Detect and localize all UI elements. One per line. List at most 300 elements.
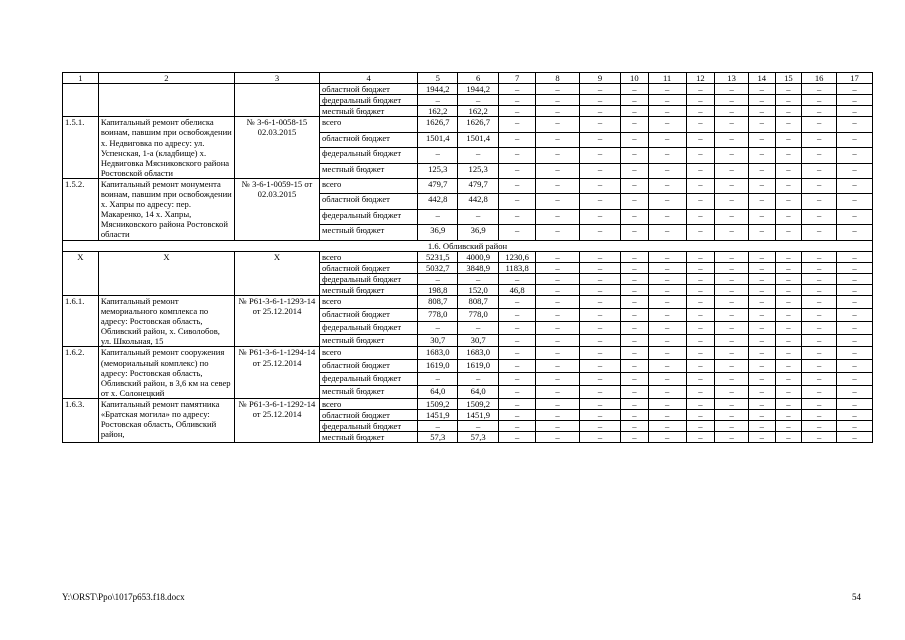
value-cell: – <box>837 386 873 399</box>
value-cell: – <box>748 106 775 117</box>
value-cell: – <box>802 410 837 421</box>
value-cell: – <box>499 334 536 347</box>
value-cell: – <box>536 386 580 399</box>
value-cell: – <box>837 84 873 95</box>
value-cell: – <box>748 321 775 334</box>
value-cell: – <box>715 295 749 308</box>
value-cell: – <box>775 373 802 386</box>
value-cell: – <box>499 360 536 373</box>
value-cell: – <box>536 347 580 360</box>
value-cell: – <box>686 209 715 224</box>
fund-source-cell: местный бюджет <box>320 163 418 178</box>
value-cell: – <box>686 117 715 132</box>
value-cell: – <box>648 432 686 443</box>
empty-cell <box>235 84 320 117</box>
value-cell: – <box>499 163 536 178</box>
value-cell: – <box>580 334 621 347</box>
value-cell: – <box>686 95 715 106</box>
fund-source-cell: всего <box>320 347 418 360</box>
value-cell: – <box>580 178 621 193</box>
value-cell: 125,3 <box>418 163 458 178</box>
value-cell: 30,7 <box>418 334 458 347</box>
value-cell: – <box>648 132 686 147</box>
value-cell: – <box>837 106 873 117</box>
value-cell: – <box>648 225 686 240</box>
value-cell: 152,0 <box>458 284 499 295</box>
value-cell: – <box>775 209 802 224</box>
value-cell: – <box>536 84 580 95</box>
value-cell: – <box>621 308 649 321</box>
value-cell: – <box>580 295 621 308</box>
value-cell: – <box>621 410 649 421</box>
value-cell: – <box>648 386 686 399</box>
value-cell: – <box>621 148 649 163</box>
value-cell: – <box>536 225 580 240</box>
value-cell: – <box>621 295 649 308</box>
value-cell: – <box>686 334 715 347</box>
value-cell: – <box>748 360 775 373</box>
value-cell: – <box>715 373 749 386</box>
value-cell: 1501,4 <box>418 132 458 147</box>
value-cell: – <box>715 262 749 273</box>
value-cell: 36,9 <box>458 225 499 240</box>
value-cell: – <box>648 284 686 295</box>
value-cell: 1683,0 <box>458 347 499 360</box>
value-cell: – <box>837 178 873 193</box>
value-cell: – <box>580 398 621 409</box>
table-row <box>63 117 873 132</box>
value-cell: – <box>648 321 686 334</box>
value-cell: – <box>748 334 775 347</box>
value-cell: – <box>775 421 802 432</box>
header-cell: 3 <box>235 73 320 84</box>
value-cell: – <box>715 334 749 347</box>
value-cell: – <box>648 84 686 95</box>
value-cell: 1509,2 <box>458 398 499 409</box>
value-cell: – <box>580 273 621 284</box>
value-cell: – <box>580 360 621 373</box>
value-cell: 1944,2 <box>458 84 499 95</box>
value-cell: – <box>802 360 837 373</box>
value-cell: – <box>686 178 715 193</box>
value-cell: – <box>775 84 802 95</box>
header-cell: 10 <box>621 73 649 84</box>
value-cell: – <box>837 334 873 347</box>
value-cell: 3848,9 <box>458 262 499 273</box>
value-cell: – <box>715 273 749 284</box>
value-cell: – <box>580 386 621 399</box>
value-cell: – <box>775 398 802 409</box>
value-cell: – <box>536 360 580 373</box>
value-cell: – <box>686 273 715 284</box>
value-cell: 5032,7 <box>418 262 458 273</box>
value-cell: – <box>775 360 802 373</box>
footer-page-number: 54 <box>852 592 861 602</box>
value-cell: – <box>499 308 536 321</box>
value-cell: – <box>775 334 802 347</box>
value-cell: – <box>648 95 686 106</box>
value-cell: – <box>748 373 775 386</box>
value-cell: – <box>686 373 715 386</box>
value-cell: – <box>802 373 837 386</box>
value-cell: – <box>686 163 715 178</box>
value-cell: 1619,0 <box>458 360 499 373</box>
value-cell: 1626,7 <box>458 117 499 132</box>
fund-source-cell: областной бюджет <box>320 308 418 321</box>
value-cell: – <box>621 321 649 334</box>
item-number-cell: 1.6.2. <box>63 347 99 398</box>
value-cell: – <box>802 178 837 193</box>
value-cell: – <box>686 410 715 421</box>
value-cell: 64,0 <box>458 386 499 399</box>
value-cell: – <box>715 432 749 443</box>
value-cell: – <box>499 273 536 284</box>
value-cell: – <box>686 106 715 117</box>
fund-source-cell: всего <box>320 117 418 132</box>
header-cell: 1 <box>63 73 99 84</box>
value-cell: – <box>621 273 649 284</box>
value-cell: – <box>715 398 749 409</box>
value-cell: 57,3 <box>458 432 499 443</box>
value-cell: 778,0 <box>458 308 499 321</box>
value-cell: – <box>802 132 837 147</box>
header-cell: 9 <box>580 73 621 84</box>
fund-source-cell: местный бюджет <box>320 225 418 240</box>
value-cell: – <box>802 295 837 308</box>
value-cell: – <box>715 386 749 399</box>
value-cell: – <box>580 209 621 224</box>
value-cell: – <box>748 194 775 209</box>
value-cell: – <box>621 373 649 386</box>
fund-source-cell: федеральный бюджет <box>320 421 418 432</box>
header-cell: 7 <box>499 73 536 84</box>
fund-source-cell: областной бюджет <box>320 194 418 209</box>
footer-file-path: Y:\ORST\Ppo\1017p653.f18.docx <box>62 592 185 602</box>
value-cell: – <box>686 360 715 373</box>
value-cell: – <box>686 225 715 240</box>
item-title-cell: Капитальный ремонт обелиска воинам, павшим при освобождении х. Недвиговка по адресу: ул. Успенская, 1-а (кладбище) х. Недвиговка Мясниковского района Ростовской области <box>98 117 234 179</box>
value-cell: – <box>686 432 715 443</box>
value-cell: – <box>715 163 749 178</box>
value-cell: – <box>748 432 775 443</box>
value-cell: – <box>748 95 775 106</box>
value-cell: – <box>686 284 715 295</box>
table-row <box>63 251 873 262</box>
value-cell: – <box>499 410 536 421</box>
table-row <box>63 178 873 193</box>
value-cell: – <box>499 421 536 432</box>
value-cell: – <box>837 295 873 308</box>
value-cell: – <box>499 84 536 95</box>
value-cell: – <box>536 321 580 334</box>
value-cell: – <box>499 432 536 443</box>
value-cell: – <box>802 347 837 360</box>
header-cell: 12 <box>686 73 715 84</box>
value-cell: – <box>775 225 802 240</box>
value-cell: – <box>621 284 649 295</box>
value-cell: – <box>536 117 580 132</box>
value-cell: 30,7 <box>458 334 499 347</box>
value-cell: – <box>775 386 802 399</box>
value-cell: – <box>802 163 837 178</box>
value-cell: – <box>802 273 837 284</box>
value-cell: – <box>499 295 536 308</box>
value-cell: – <box>775 148 802 163</box>
fund-source-cell: всего <box>320 295 418 308</box>
value-cell: – <box>802 386 837 399</box>
value-cell: – <box>802 106 837 117</box>
fund-source-cell: местный бюджет <box>320 106 418 117</box>
value-cell: 5231,5 <box>418 251 458 262</box>
value-cell: – <box>748 410 775 421</box>
value-cell: – <box>621 386 649 399</box>
fund-source-cell: областной бюджет <box>320 410 418 421</box>
item-number-cell: 1.6.1. <box>63 295 99 346</box>
value-cell: – <box>686 421 715 432</box>
item-title-cell: Капитальный ремонт сооружения (мемориальный комплекс) по адресу: Ростовская область, Обливский район, в 3,6 км на север от х. Солонецкий <box>98 347 234 398</box>
value-cell: – <box>748 163 775 178</box>
item-document-cell: № 3-6-1-0059-15 от 02.03.2015 <box>235 178 320 240</box>
value-cell: – <box>802 225 837 240</box>
value-cell: – <box>837 251 873 262</box>
fund-source-cell: местный бюджет <box>320 284 418 295</box>
value-cell: – <box>775 132 802 147</box>
value-cell: – <box>648 106 686 117</box>
value-cell: – <box>775 432 802 443</box>
value-cell: – <box>686 148 715 163</box>
header-cell: 17 <box>837 73 873 84</box>
value-cell: – <box>686 295 715 308</box>
value-cell: – <box>580 321 621 334</box>
value-cell: – <box>686 347 715 360</box>
header-cell: 6 <box>458 73 499 84</box>
value-cell: – <box>536 209 580 224</box>
value-cell: – <box>648 308 686 321</box>
value-cell: – <box>802 432 837 443</box>
value-cell: – <box>748 284 775 295</box>
value-cell: – <box>458 209 499 224</box>
value-cell: – <box>499 225 536 240</box>
section-title: 1.6. Обливский район <box>63 240 873 251</box>
empty-cell <box>98 84 234 117</box>
value-cell: – <box>837 432 873 443</box>
item-number-cell: 1.5.1. <box>63 117 99 179</box>
value-cell: – <box>837 209 873 224</box>
fund-source-cell: федеральный бюджет <box>320 209 418 224</box>
value-cell: – <box>837 132 873 147</box>
value-cell: – <box>802 421 837 432</box>
value-cell: – <box>648 347 686 360</box>
value-cell: – <box>837 360 873 373</box>
value-cell: – <box>837 308 873 321</box>
header-cell: 11 <box>648 73 686 84</box>
value-cell: – <box>580 84 621 95</box>
value-cell: 808,7 <box>418 295 458 308</box>
fund-source-cell: федеральный бюджет <box>320 373 418 386</box>
value-cell: – <box>715 251 749 262</box>
value-cell: – <box>715 178 749 193</box>
value-cell: 1451,9 <box>418 410 458 421</box>
value-cell: – <box>802 209 837 224</box>
value-cell: 46,8 <box>499 284 536 295</box>
value-cell: – <box>536 163 580 178</box>
value-cell: – <box>621 194 649 209</box>
header-cell: 5 <box>418 73 458 84</box>
value-cell: – <box>837 163 873 178</box>
value-cell: – <box>580 373 621 386</box>
value-cell: 36,9 <box>418 225 458 240</box>
value-cell: – <box>715 410 749 421</box>
value-cell: – <box>802 262 837 273</box>
value-cell: – <box>802 308 837 321</box>
value-cell: – <box>715 106 749 117</box>
fund-source-cell: местный бюджет <box>320 334 418 347</box>
value-cell: – <box>715 117 749 132</box>
value-cell: – <box>580 421 621 432</box>
fund-source-cell: областной бюджет <box>320 84 418 95</box>
value-cell: – <box>715 284 749 295</box>
value-cell: – <box>580 262 621 273</box>
value-cell: – <box>536 273 580 284</box>
value-cell: – <box>802 148 837 163</box>
value-cell: – <box>621 84 649 95</box>
item-number-cell: 1.5.2. <box>63 178 99 240</box>
value-cell: – <box>536 398 580 409</box>
value-cell: – <box>580 347 621 360</box>
fund-source-cell: федеральный бюджет <box>320 95 418 106</box>
value-cell: – <box>499 321 536 334</box>
value-cell: – <box>837 410 873 421</box>
value-cell: 1501,4 <box>458 132 499 147</box>
value-cell: – <box>715 84 749 95</box>
value-cell: – <box>580 132 621 147</box>
value-cell: – <box>648 273 686 284</box>
value-cell: – <box>748 225 775 240</box>
value-cell: – <box>536 262 580 273</box>
value-cell: 198,8 <box>418 284 458 295</box>
value-cell: – <box>648 251 686 262</box>
value-cell: – <box>536 178 580 193</box>
value-cell: – <box>775 251 802 262</box>
value-cell: – <box>621 432 649 443</box>
value-cell: – <box>536 132 580 147</box>
x-mark-cell: Х <box>98 251 234 295</box>
value-cell: – <box>686 262 715 273</box>
value-cell: – <box>837 347 873 360</box>
value-cell: – <box>837 262 873 273</box>
value-cell: 1451,9 <box>458 410 499 421</box>
value-cell: – <box>621 334 649 347</box>
value-cell: – <box>686 386 715 399</box>
value-cell: – <box>536 373 580 386</box>
value-cell: – <box>536 421 580 432</box>
value-cell: – <box>648 421 686 432</box>
value-cell: – <box>748 308 775 321</box>
value-cell: – <box>686 84 715 95</box>
item-document-cell: № 3-6-1-0058-15 02.03.2015 <box>235 117 320 179</box>
value-cell: – <box>458 148 499 163</box>
value-cell: 1619,0 <box>418 360 458 373</box>
value-cell: – <box>621 251 649 262</box>
table-row <box>63 84 873 95</box>
value-cell: – <box>748 421 775 432</box>
value-cell: – <box>458 373 499 386</box>
value-cell: – <box>802 398 837 409</box>
empty-cell <box>63 84 99 117</box>
value-cell: – <box>536 308 580 321</box>
value-cell: – <box>621 178 649 193</box>
value-cell: – <box>648 360 686 373</box>
header-cell: 8 <box>536 73 580 84</box>
value-cell: – <box>418 273 458 284</box>
value-cell: 125,3 <box>458 163 499 178</box>
fund-source-cell: всего <box>320 251 418 262</box>
value-cell: – <box>536 251 580 262</box>
value-cell: – <box>837 117 873 132</box>
table-row <box>63 398 873 409</box>
value-cell: – <box>837 95 873 106</box>
value-cell: – <box>775 347 802 360</box>
value-cell: – <box>748 209 775 224</box>
value-cell: 57,3 <box>418 432 458 443</box>
value-cell: – <box>499 373 536 386</box>
value-cell: 442,8 <box>418 194 458 209</box>
value-cell: – <box>775 106 802 117</box>
value-cell: – <box>748 132 775 147</box>
header-cell: 2 <box>98 73 234 84</box>
value-cell: – <box>458 95 499 106</box>
value-cell: – <box>686 132 715 147</box>
value-cell: – <box>580 410 621 421</box>
value-cell: – <box>499 347 536 360</box>
value-cell: – <box>536 432 580 443</box>
fund-source-cell: местный бюджет <box>320 432 418 443</box>
value-cell: 1683,0 <box>418 347 458 360</box>
value-cell: 1626,7 <box>418 117 458 132</box>
value-cell: – <box>715 347 749 360</box>
value-cell: – <box>775 95 802 106</box>
value-cell: – <box>748 398 775 409</box>
value-cell: – <box>621 360 649 373</box>
value-cell: – <box>775 321 802 334</box>
value-cell: – <box>715 209 749 224</box>
fund-source-cell: федеральный бюджет <box>320 273 418 284</box>
value-cell: – <box>621 398 649 409</box>
value-cell: 1509,2 <box>418 398 458 409</box>
value-cell: – <box>621 106 649 117</box>
value-cell: – <box>648 178 686 193</box>
header-cell: 16 <box>802 73 837 84</box>
value-cell: – <box>580 225 621 240</box>
value-cell: – <box>748 273 775 284</box>
value-cell: – <box>499 148 536 163</box>
budget-table <box>62 72 873 443</box>
value-cell: 1230,6 <box>499 251 536 262</box>
value-cell: – <box>499 386 536 399</box>
value-cell: – <box>775 410 802 421</box>
value-cell: – <box>837 398 873 409</box>
fund-source-cell: местный бюджет <box>320 386 418 399</box>
value-cell: – <box>715 148 749 163</box>
value-cell: 442,8 <box>458 194 499 209</box>
value-cell: 1183,8 <box>499 262 536 273</box>
value-cell: – <box>802 321 837 334</box>
value-cell: – <box>715 194 749 209</box>
value-cell: – <box>621 262 649 273</box>
value-cell: – <box>775 178 802 193</box>
value-cell: – <box>499 178 536 193</box>
value-cell: – <box>715 225 749 240</box>
